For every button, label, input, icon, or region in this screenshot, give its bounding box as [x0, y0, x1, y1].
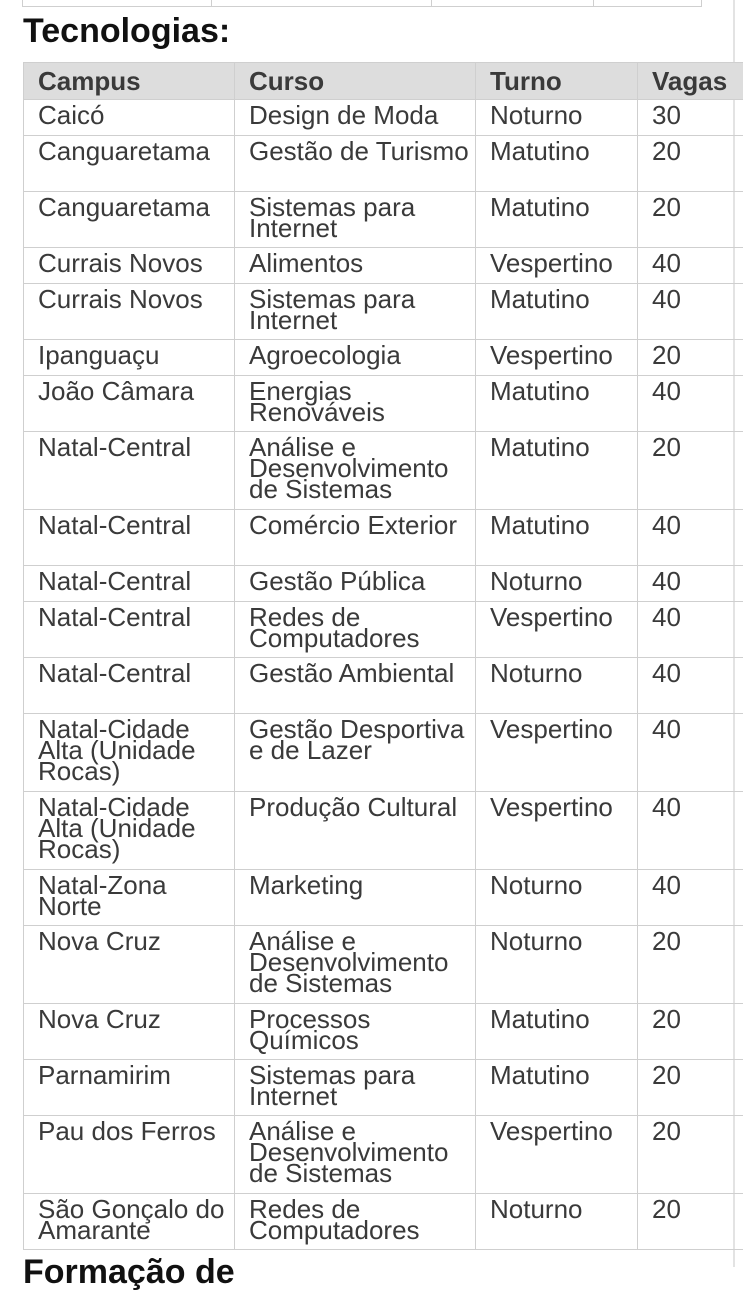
cell-campus: Parnamirim	[24, 1060, 235, 1116]
previous-table-edge	[22, 0, 702, 7]
table-row	[24, 1116, 743, 1194]
cell-campus: São Gonçalo do Amarante	[24, 1194, 235, 1250]
cell-turno: Matutino	[476, 376, 638, 432]
table-row	[24, 100, 743, 136]
cell-campus: Currais Novos	[24, 284, 235, 340]
cell-vagas: 40	[638, 714, 743, 792]
cell-vagas: 20	[638, 432, 743, 510]
section-title: Tecnologias:	[23, 12, 230, 51]
cell-vagas: 20	[638, 1116, 743, 1194]
cell-vagas: 20	[638, 926, 743, 1004]
cell-campus: Canguaretama	[24, 192, 235, 248]
cell-campus: Natal-Central	[24, 658, 235, 714]
cell-curso: Redes de Computadores	[235, 1194, 476, 1250]
table-row	[24, 192, 743, 248]
cell-curso: Gestão Pública	[235, 566, 476, 602]
cell-turno: Noturno	[476, 566, 638, 602]
courses-table	[23, 62, 743, 1250]
cell-curso: Análise e Desenvolvimento de Sistemas	[235, 926, 476, 1004]
header-turno: Turno	[476, 63, 638, 100]
cell-vagas: 40	[638, 566, 743, 602]
cell-vagas: 20	[638, 340, 743, 376]
table-row	[24, 1194, 743, 1250]
cell-turno: Vespertino	[476, 792, 638, 870]
cell-campus: Natal-Central	[24, 510, 235, 566]
table-row	[24, 376, 743, 432]
cell-turno: Matutino	[476, 432, 638, 510]
cell-campus: Natal-Central	[24, 602, 235, 658]
cell-campus: Pau dos Ferros	[24, 1116, 235, 1194]
cell-vagas: 20	[638, 1060, 743, 1116]
cell-curso: Produção Cultural	[235, 792, 476, 870]
table-row	[24, 1004, 743, 1060]
cell-turno: Matutino	[476, 1004, 638, 1060]
cell-vagas: 40	[638, 602, 743, 658]
cell-campus: Ipanguaçu	[24, 340, 235, 376]
header-vagas: Vagas	[638, 63, 743, 100]
table-row	[24, 432, 743, 510]
header-curso: Curso	[235, 63, 476, 100]
cell-campus: Natal-Zona Norte	[24, 870, 235, 926]
table-row	[24, 284, 743, 340]
cell-turno: Vespertino	[476, 714, 638, 792]
cell-campus: Nova Cruz	[24, 1004, 235, 1060]
table-row	[24, 566, 743, 602]
cell-curso: Redes de Computadores	[235, 602, 476, 658]
cell-curso: Análise e Desenvolvimento de Sistemas	[235, 432, 476, 510]
cell-campus: Currais Novos	[24, 248, 235, 284]
cell-curso: Marketing	[235, 870, 476, 926]
cell-turno: Noturno	[476, 926, 638, 1004]
cell-turno: Vespertino	[476, 1116, 638, 1194]
cell-turno: Matutino	[476, 284, 638, 340]
table-row	[24, 792, 743, 870]
cell-curso: Gestão Desportiva e de Lazer	[235, 714, 476, 792]
cell-turno: Noturno	[476, 1194, 638, 1250]
cell-turno: Vespertino	[476, 248, 638, 284]
table-row	[24, 136, 743, 192]
cell-vagas: 20	[638, 1194, 743, 1250]
table-row	[24, 248, 743, 284]
cell-turno: Matutino	[476, 510, 638, 566]
table-row	[24, 510, 743, 566]
cell-vagas: 40	[638, 510, 743, 566]
cell-campus: Natal-Central	[24, 432, 235, 510]
cell-turno: Noturno	[476, 870, 638, 926]
header-campus: Campus	[24, 63, 235, 100]
cell-campus: Natal-Central	[24, 566, 235, 602]
cell-campus: João Câmara	[24, 376, 235, 432]
table-header-row	[24, 63, 743, 100]
cell-curso: Processos Químicos	[235, 1004, 476, 1060]
cell-turno: Matutino	[476, 192, 638, 248]
cell-vagas: 40	[638, 376, 743, 432]
cell-curso: Energias Renováveis	[235, 376, 476, 432]
cell-vagas: 40	[638, 248, 743, 284]
cell-campus: Natal-Cidade Alta (Unidade Rocas)	[24, 714, 235, 792]
table-row	[24, 870, 743, 926]
cell-curso: Design de Moda	[235, 100, 476, 136]
cell-turno: Noturno	[476, 658, 638, 714]
cell-curso: Sistemas para Internet	[235, 192, 476, 248]
cell-turno: Vespertino	[476, 602, 638, 658]
cell-curso: Sistemas para Internet	[235, 1060, 476, 1116]
table-row	[24, 1060, 743, 1116]
cell-curso: Agroecologia	[235, 340, 476, 376]
cell-vagas: 20	[638, 192, 743, 248]
cell-turno: Noturno	[476, 100, 638, 136]
cell-campus: Caicó	[24, 100, 235, 136]
cell-vagas: 20	[638, 1004, 743, 1060]
cell-turno: Matutino	[476, 136, 638, 192]
cell-vagas: 40	[638, 658, 743, 714]
cell-turno: Matutino	[476, 1060, 638, 1116]
cell-campus: Canguaretama	[24, 136, 235, 192]
next-section-title: Formação de	[23, 1253, 235, 1292]
cell-curso: Análise e Desenvolvimento de Sistemas	[235, 1116, 476, 1194]
cell-vagas: 40	[638, 870, 743, 926]
cell-vagas: 30	[638, 100, 743, 136]
cell-turno: Vespertino	[476, 340, 638, 376]
cell-campus: Natal-Cidade Alta (Unidade Rocas)	[24, 792, 235, 870]
table-row	[24, 714, 743, 792]
cell-vagas: 40	[638, 284, 743, 340]
cell-curso: Alimentos	[235, 248, 476, 284]
table-row	[24, 658, 743, 714]
cell-campus: Nova Cruz	[24, 926, 235, 1004]
table-row	[24, 926, 743, 1004]
cell-curso: Comércio Exterior	[235, 510, 476, 566]
cell-curso: Sistemas para Internet	[235, 284, 476, 340]
table-row	[24, 602, 743, 658]
cell-curso: Gestão Ambiental	[235, 658, 476, 714]
cell-vagas: 40	[638, 792, 743, 870]
table-row	[24, 340, 743, 376]
cell-vagas: 20	[638, 136, 743, 192]
cell-curso: Gestão de Turismo	[235, 136, 476, 192]
